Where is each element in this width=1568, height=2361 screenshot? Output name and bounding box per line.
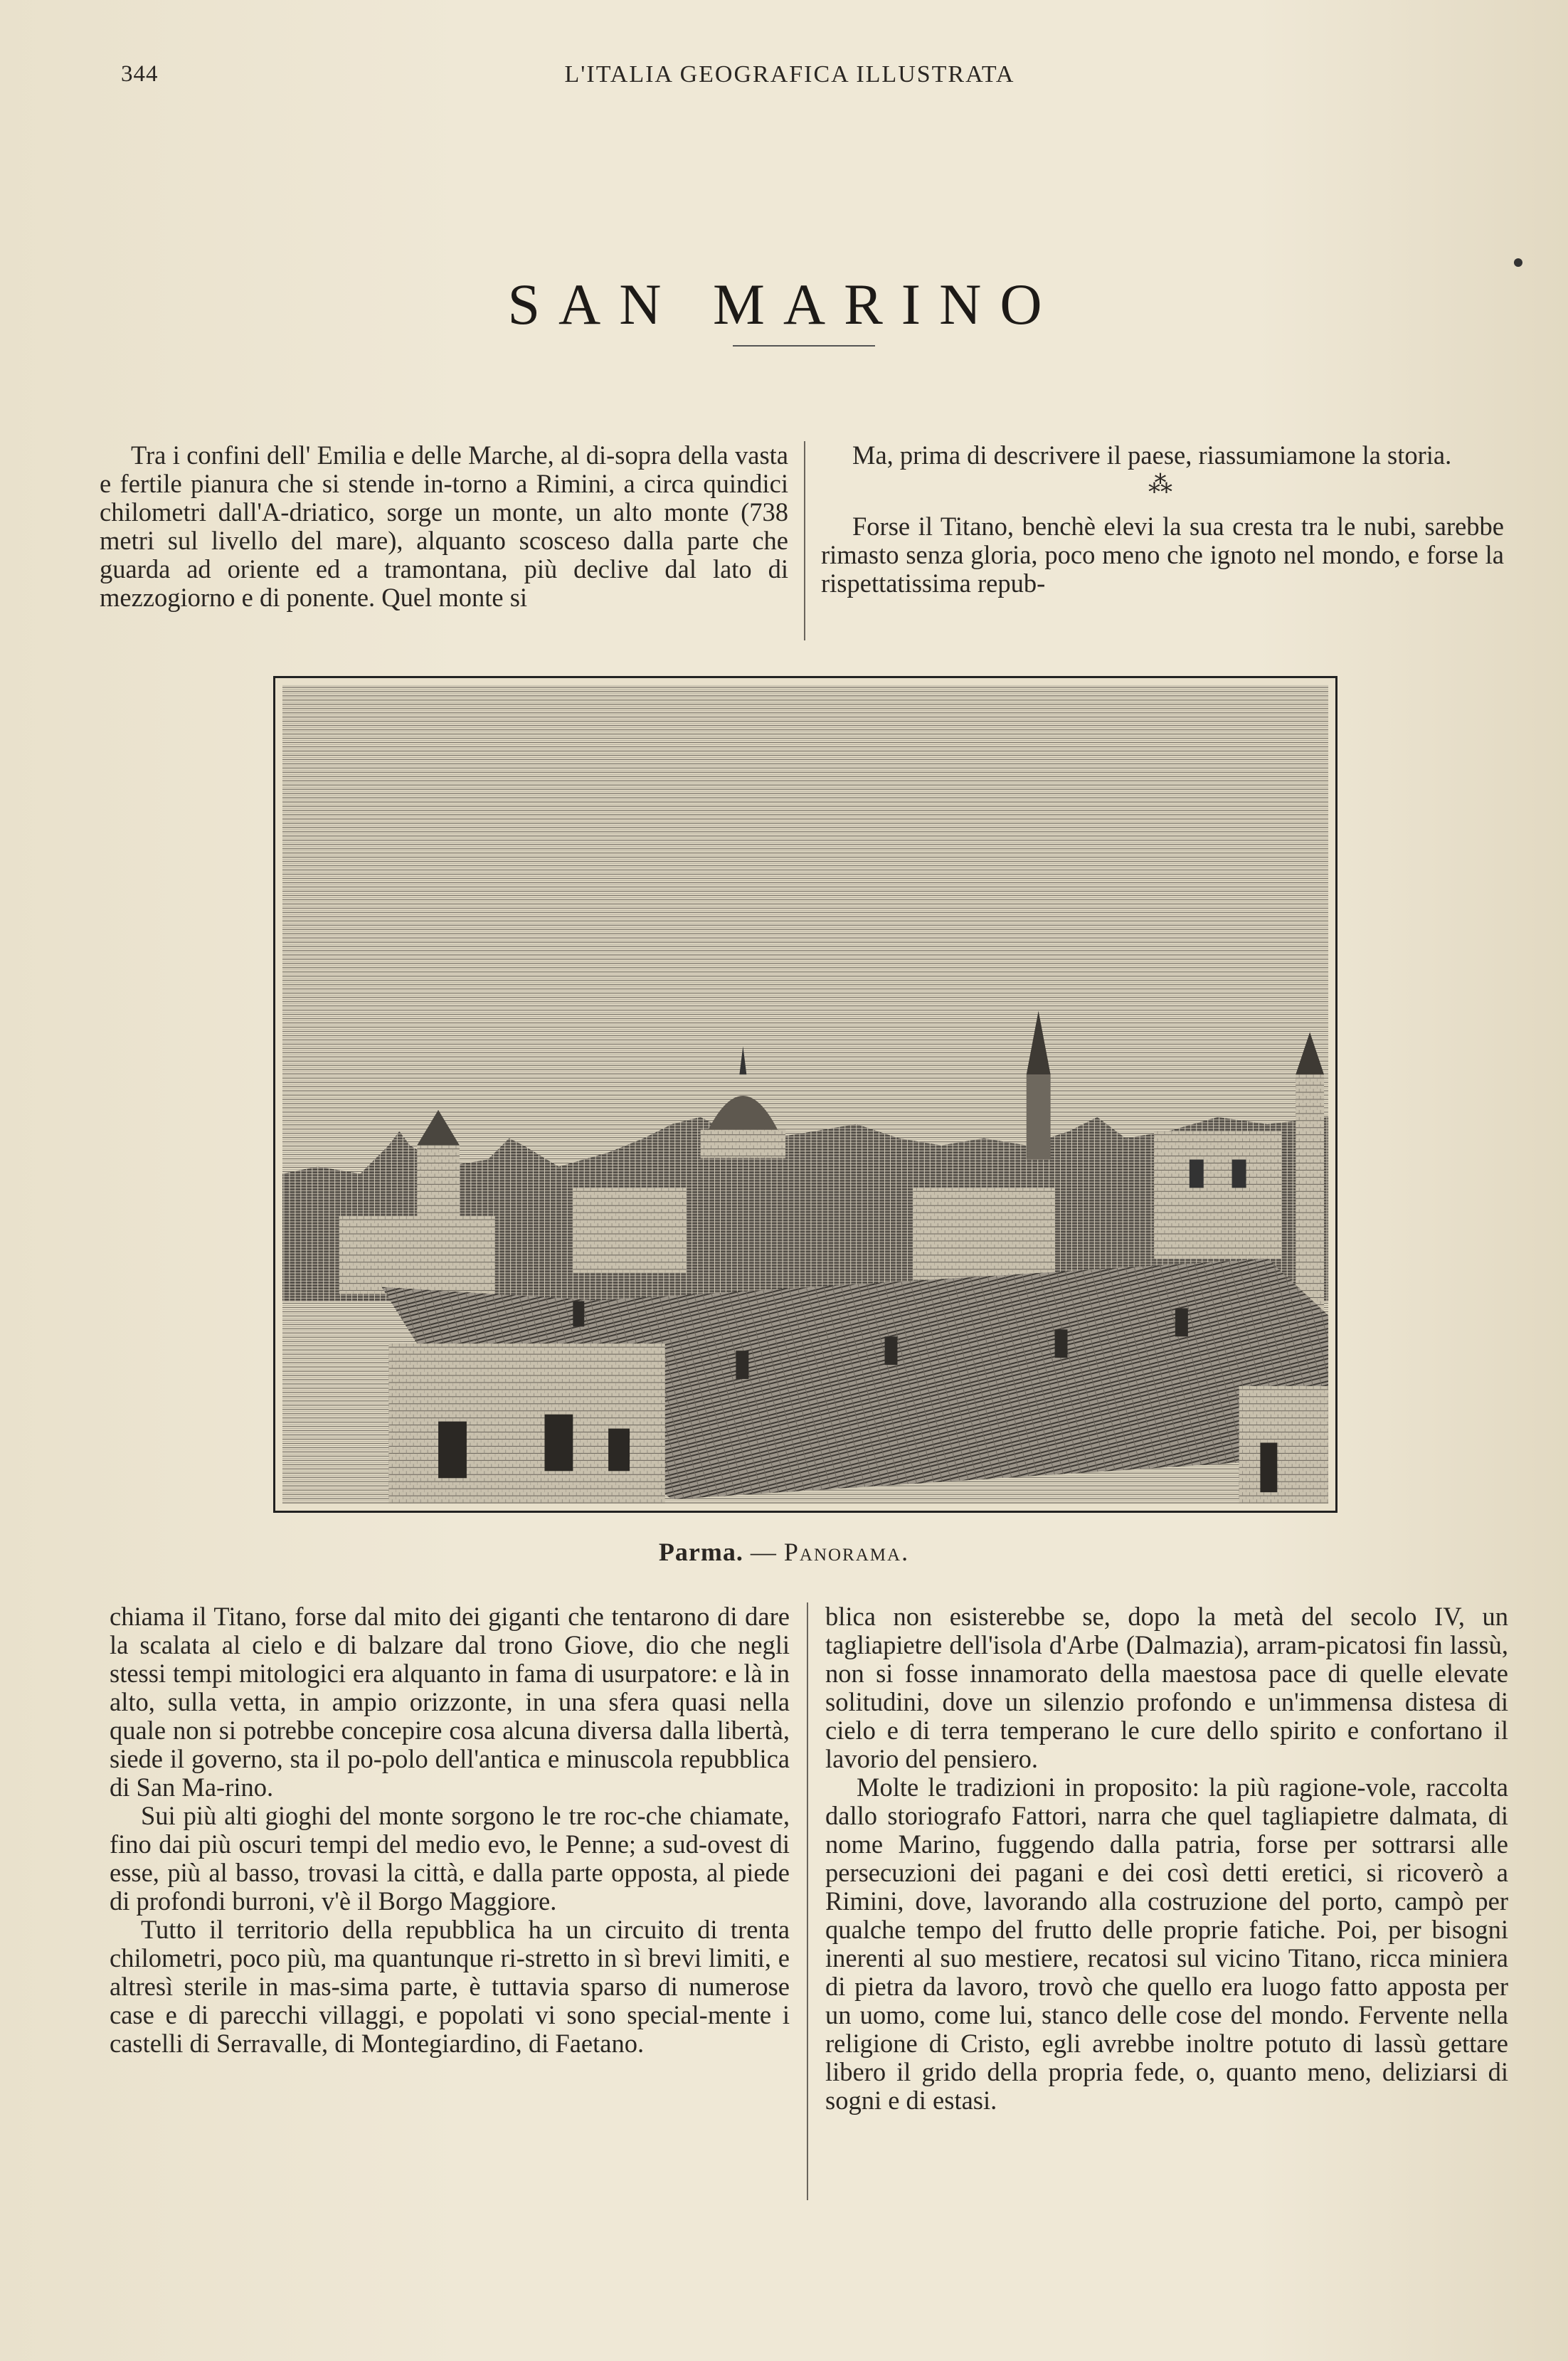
paragraph: Forse il Titano, benchè elevi la sua cresta tra le nubi, sarebbe rimasto senza gloria, poco meno che ignoto nel mondo, e forse la rispettatissima repub-: [821, 512, 1504, 598]
column-divider: [804, 441, 805, 640]
column-divider: [807, 1602, 808, 2200]
title-rule: [733, 345, 875, 347]
page-number: 344: [121, 61, 159, 87]
paragraph: Tra i confini dell' Emilia e delle Marche, al di-sopra della vasta e fertile pianura che si stende in-torno a Rimini, a circa quindici chilometri dall'A-driatico, sorge un monte, un alto monte (738 metri sul livello del mare), alquanto scosceso dalla parte che guarda ad oriente ed a tramontana, più declive dal lato di mezzogiorno e di ponente. Quel monte si: [100, 440, 788, 612]
paragraph: Sui più alti gioghi del monte sorgono le tre roc-che chiamate, fino dai più oscuri tempi del medio evo, le Penne; a sud-ovest di esse, più al basso, trovasi la città, e dalla parte opposta, al piede di profondi burroni, v'è il Borgo Maggiore.: [110, 1801, 790, 1916]
bell-tower: [1027, 1074, 1051, 1159]
lower-right-column: [825, 1602, 1508, 2115]
paragraph: Tutto il territorio della repubblica ha un circuito di trenta chilometri, poco più, ma quantunque ri-stretto in sì brevi limiti, e altresì sterile in mas-sima parte, è tuttavia sparso di numerose case e di parecchi villaggi, e popolati vi sono special-mente i castelli di Serravalle, di Montegiardino, di Faetano.: [110, 1915, 790, 2058]
journal-title: L'ITALIA GEOGRAFICA ILLUSTRATA: [564, 61, 1015, 88]
foreground-building: [388, 1343, 664, 1504]
caption-subtitle: Panorama.: [783, 1538, 910, 1566]
article-title: SAN MARINO: [507, 271, 1061, 337]
paragraph: blica non esisterebbe se, dopo la metà del secolo IV, un tagliapietre dell'isola d'Arbe (Dalmazia), arram-picatosi fin lassù, non si fosse innamorato della maestosa pace di quelle elevate solitudini, dove un silenzio profondo e un'immensa distesa di cielo e di terra temperano le cure dello spirito e confortano il lavorio del pensiero.: [825, 1602, 1508, 1773]
section-separator: ⁂: [1148, 472, 1177, 498]
ornament-dot: [1514, 258, 1522, 267]
engraving-figure: [273, 676, 1337, 1513]
parma-panorama-illustration: [275, 678, 1335, 1511]
caption-separator: —: [743, 1538, 784, 1566]
paragraph: Ma, prima di descrivere il paese, riassumiamone la storia.: [852, 440, 1452, 470]
paragraph: chiama il Titano, forse dal mito dei giganti che tentarono di dare la scalata al cielo e di balzare dal trono Giove, dio che negli stessi tempi mitologici era alquanto in fama di usurpatore: e là in alto, sulla vetta, in ampio orizzonte, in una sfera quasi nella quale non si potrebbe concepire cosa alcuna diversa dalla libertà, siede il governo, sta il po-polo dell'antica e minuscola repubblica di San Ma-rino.: [110, 1602, 790, 1802]
running-head: [121, 61, 1458, 97]
figure-caption: [0, 1537, 1568, 1567]
upper-right-column: [821, 441, 1504, 598]
caption-place: Parma.: [658, 1538, 743, 1566]
paragraph: Molte le tradizioni in proposito: la più ragione-vole, raccolta dallo storiografo Fattori, narra che quel tagliapietre dalmata, di nome Marino, fuggendo dalla patria, forse per sottrarsi alle persecuzioni dei pagani e dei così detti eretici, si ricoverò a Rimini, dove, lavorando alla costruzione del porto, campò per qualche tempo del frutto delle proprie fatiche. Poi, per bisogni inerenti al suo mestiere, recatosi sul vicino Titano, ricca miniera di pietra da lavoro, trovò che quello era luogo fatto apposta per un uomo, come lui, stanco delle cose del mondo. Fervente nella religione di Cristo, egli avrebbe inoltre potuto di lassù gettare libero il grido della propria fede, o, quanto meno, deliziarsi di sogni e di estasi.: [825, 1773, 1508, 2115]
upper-left-column: [100, 441, 788, 612]
lower-left-column: [110, 1602, 790, 2058]
